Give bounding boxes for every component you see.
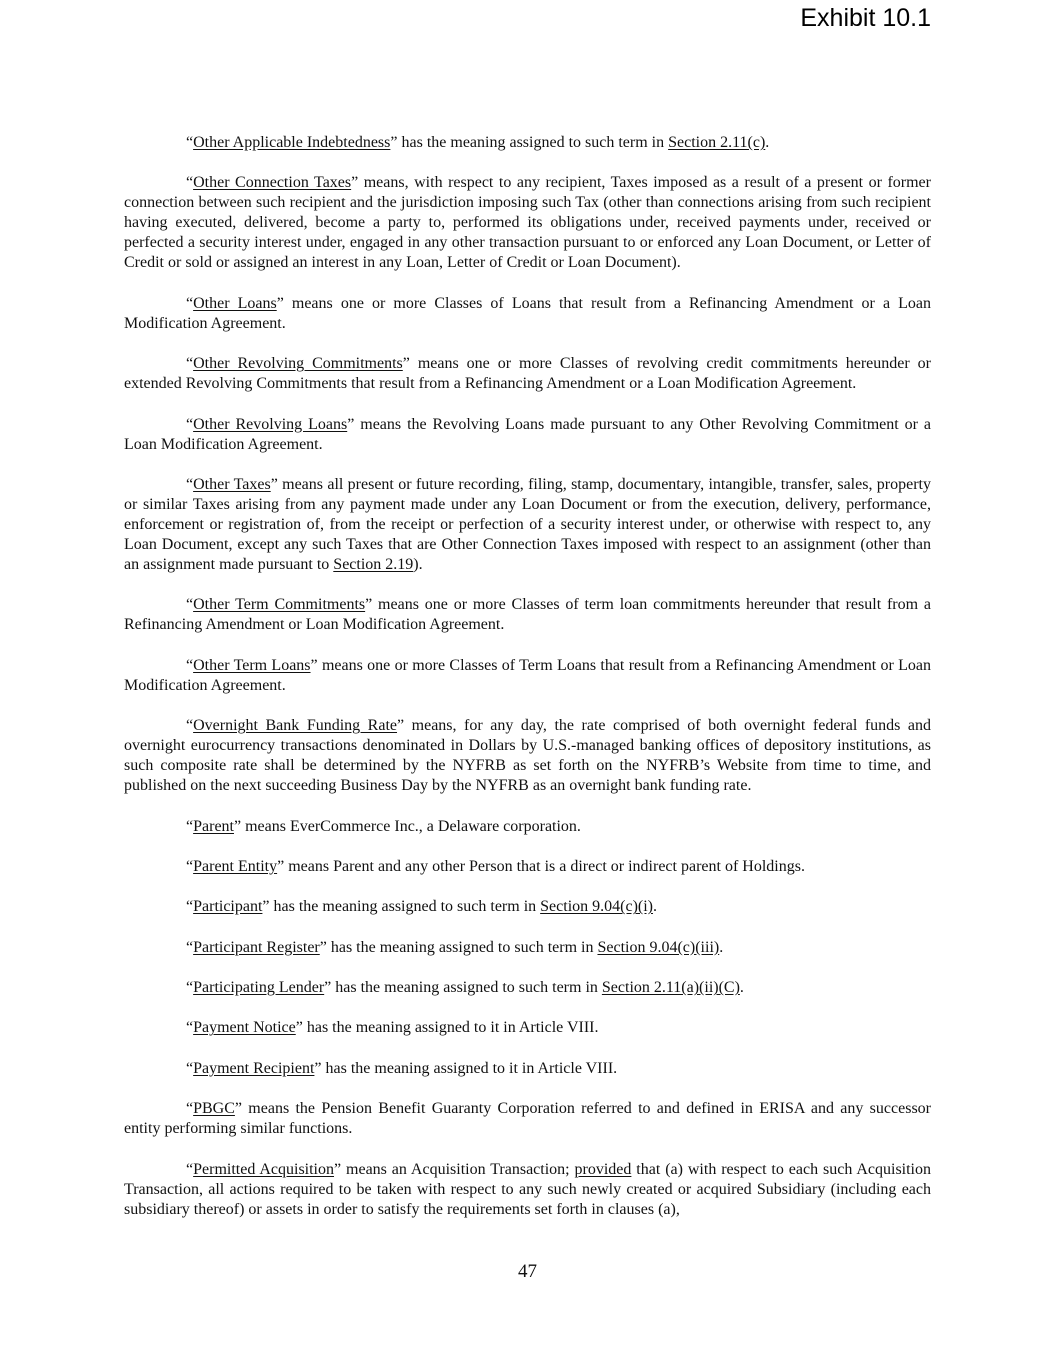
definition-text: ” has the meaning assigned to such term in — [390, 134, 669, 151]
definition-text: ” has the meaning assigned to such term in — [319, 938, 598, 956]
underlined-term: Section 9.04(c)(i) — [540, 898, 653, 916]
definition-paragraph — [124, 656, 931, 696]
definition-paragraph — [124, 1018, 931, 1038]
underlined-term: Other Applicable Indebtedness — [193, 134, 391, 151]
underlined-term: Section 2.19 — [333, 555, 414, 573]
definition-text: “ — [186, 174, 194, 192]
definition-text: “ — [186, 355, 194, 373]
definition-text: ” has the meaning assigned to such term in — [324, 979, 602, 997]
definition-text: ” means, for any day, the rate comprised of both overnight federal funds and overnight eurocurrency transactions denominated in Dollars by U.S.-managed banking offices of depository institutions, as such composite rate shall be determined by the NYFRB as set forth on the NYFRB’s Website from time to time, and published on the next succeeding Business Day by the NYFRB as an overnight bank funding rate. — [124, 717, 932, 795]
definition-text: “ — [186, 475, 194, 493]
definition-text: “ — [186, 1160, 194, 1178]
underlined-term: PBGC — [193, 1100, 235, 1118]
definition-text: ” has the meaning assigned to it in Article VIII. — [314, 1059, 618, 1077]
definition-text: that (a) with respect to each such Acquisition Transaction, all actions required to be taken with respect to any such newly created or acquired Subsidiary (including each subsidiary thereof) or assets in order to satisfy the requirements set forth in clauses (a), — [124, 1160, 932, 1218]
underlined-term: Section 2.11(a)(ii)(C) — [601, 979, 740, 997]
definition-text: ” means an Acquisition Transaction; — [334, 1160, 575, 1178]
definition-paragraph — [124, 173, 931, 273]
definition-paragraph — [124, 978, 931, 998]
definition-text: “ — [186, 1059, 194, 1077]
underlined-term: Participating Lender — [193, 979, 325, 997]
underlined-term: Section 2.11(c) — [668, 134, 766, 151]
definition-paragraph — [124, 595, 931, 635]
definition-text: . — [739, 979, 744, 997]
underlined-term: provided — [574, 1160, 632, 1178]
definition-text: “ — [186, 134, 194, 151]
underlined-term: Other Revolving Commitments — [193, 355, 403, 373]
underlined-term: Other Taxes — [193, 475, 271, 493]
definition-text: ” means EverCommerce Inc., a Delaware corporation. — [233, 817, 581, 835]
underlined-term: Participant — [193, 898, 263, 916]
definition-paragraph — [124, 817, 931, 837]
underlined-term: Payment Notice — [193, 1019, 296, 1037]
definition-text: . — [765, 134, 770, 151]
definition-text: “ — [186, 717, 194, 735]
definition-text: ” means one or more Classes of revolving credit commitments hereunder or extended Revolving Commitments that result from a Refinancing Amendment or a Loan Modification Agreement. — [124, 355, 931, 393]
definition-text: “ — [186, 415, 194, 433]
definition-text: ” has the meaning assigned to it in Article VIII. — [295, 1019, 599, 1037]
underlined-term: Permitted Acquisition — [193, 1160, 335, 1178]
definition-text: ). — [413, 555, 423, 573]
definition-text: ” means one or more Classes of Loans that result from a Refinancing Amendment or a Loan Modification Agreement. — [124, 294, 932, 332]
page-number: 47 — [518, 1261, 537, 1282]
definition-paragraph — [124, 716, 931, 796]
underlined-term: Other Term Loans — [193, 656, 311, 674]
definition-paragraph — [124, 294, 931, 334]
exhibit-label: Exhibit 10.1 — [800, 4, 931, 32]
underlined-term: Parent — [193, 817, 234, 835]
definition-text: ” means one or more Classes of Term Loans that result from a Refinancing Amendment or Loan Modification Agreement. — [124, 656, 931, 694]
definition-text: “ — [186, 898, 194, 916]
definition-text: ” means Parent and any other Person that is a direct or indirect parent of Holdings. — [277, 857, 805, 875]
definition-text: ” has the meaning assigned to such term in — [262, 898, 541, 916]
definition-paragraph — [124, 354, 931, 394]
definition-paragraph — [124, 415, 931, 455]
underlined-term: Overnight Bank Funding Rate — [193, 717, 398, 735]
definition-text: “ — [186, 857, 194, 875]
underlined-term: Other Loans — [193, 294, 277, 312]
definition-text: . — [653, 898, 657, 916]
definition-text: “ — [186, 1019, 194, 1037]
definition-text: ” means, with respect to any recipient, Taxes imposed as a result of a present or former connection between such recipient and the jurisdiction imposing such Tax (other than connections arising from such recipient having executed, delivered, become a party to, performed its obligations under, received payments under, received or perfected a security interest under, engaged in any other transaction pursuant to or enforced any Loan Document, or Letter of Credit or sold or assigned an interest in any Loan, Letter of Credit or Loan Document). — [124, 174, 931, 272]
definition-paragraph — [124, 133, 931, 153]
definition-text: ” means all present or future recording, filing, stamp, documentary, intangible, transfer, sales, property or similar Taxes arising from any payment made under any Loan Document or from the execution, delivery, performance, enforcement or registration of, from the receipt or perfection of a security interest under, or otherwise with respect to, any Loan Document, except any such Taxes that are Other Connection Taxes imposed with respect to an assignment (other than an assignment made pursuant to — [124, 475, 931, 573]
definition-text: ” means the Pension Benefit Guaranty Corporation referred to and defined in ERISA and any successor entity performing similar functions. — [124, 1100, 931, 1138]
definitions-body — [124, 133, 931, 1240]
definition-text: . — [719, 938, 724, 956]
definition-text: “ — [186, 1100, 194, 1118]
definition-paragraph — [124, 897, 931, 917]
definition-paragraph — [124, 1099, 931, 1139]
definition-text: “ — [186, 979, 194, 997]
definition-text: “ — [186, 817, 194, 835]
underlined-term: Parent Entity — [193, 857, 278, 875]
underlined-term: Other Term Commitments — [193, 596, 366, 614]
underlined-term: Other Revolving Loans — [193, 415, 348, 433]
definition-text: “ — [186, 656, 194, 674]
definition-text: “ — [186, 596, 194, 614]
definition-paragraph — [124, 1059, 931, 1079]
underlined-term: Payment Recipient — [193, 1059, 315, 1077]
definition-paragraph — [124, 938, 931, 958]
definition-text: ” means the Revolving Loans made pursuant to any Other Revolving Commitment or a Loan Modification Agreement. — [124, 415, 931, 453]
definition-text: “ — [186, 938, 194, 956]
definition-text: “ — [186, 294, 194, 312]
underlined-term: Other Connection Taxes — [193, 174, 352, 192]
definition-paragraph — [124, 475, 931, 575]
definition-paragraph — [124, 1160, 931, 1220]
definition-text: ” means one or more Classes of term loan commitments hereunder that result from a Refinancing Amendment or Loan Modification Agreement. — [124, 596, 932, 634]
underlined-term: Participant Register — [193, 938, 320, 956]
definition-paragraph — [124, 857, 931, 877]
underlined-term: Section 9.04(c)(iii) — [597, 938, 720, 956]
